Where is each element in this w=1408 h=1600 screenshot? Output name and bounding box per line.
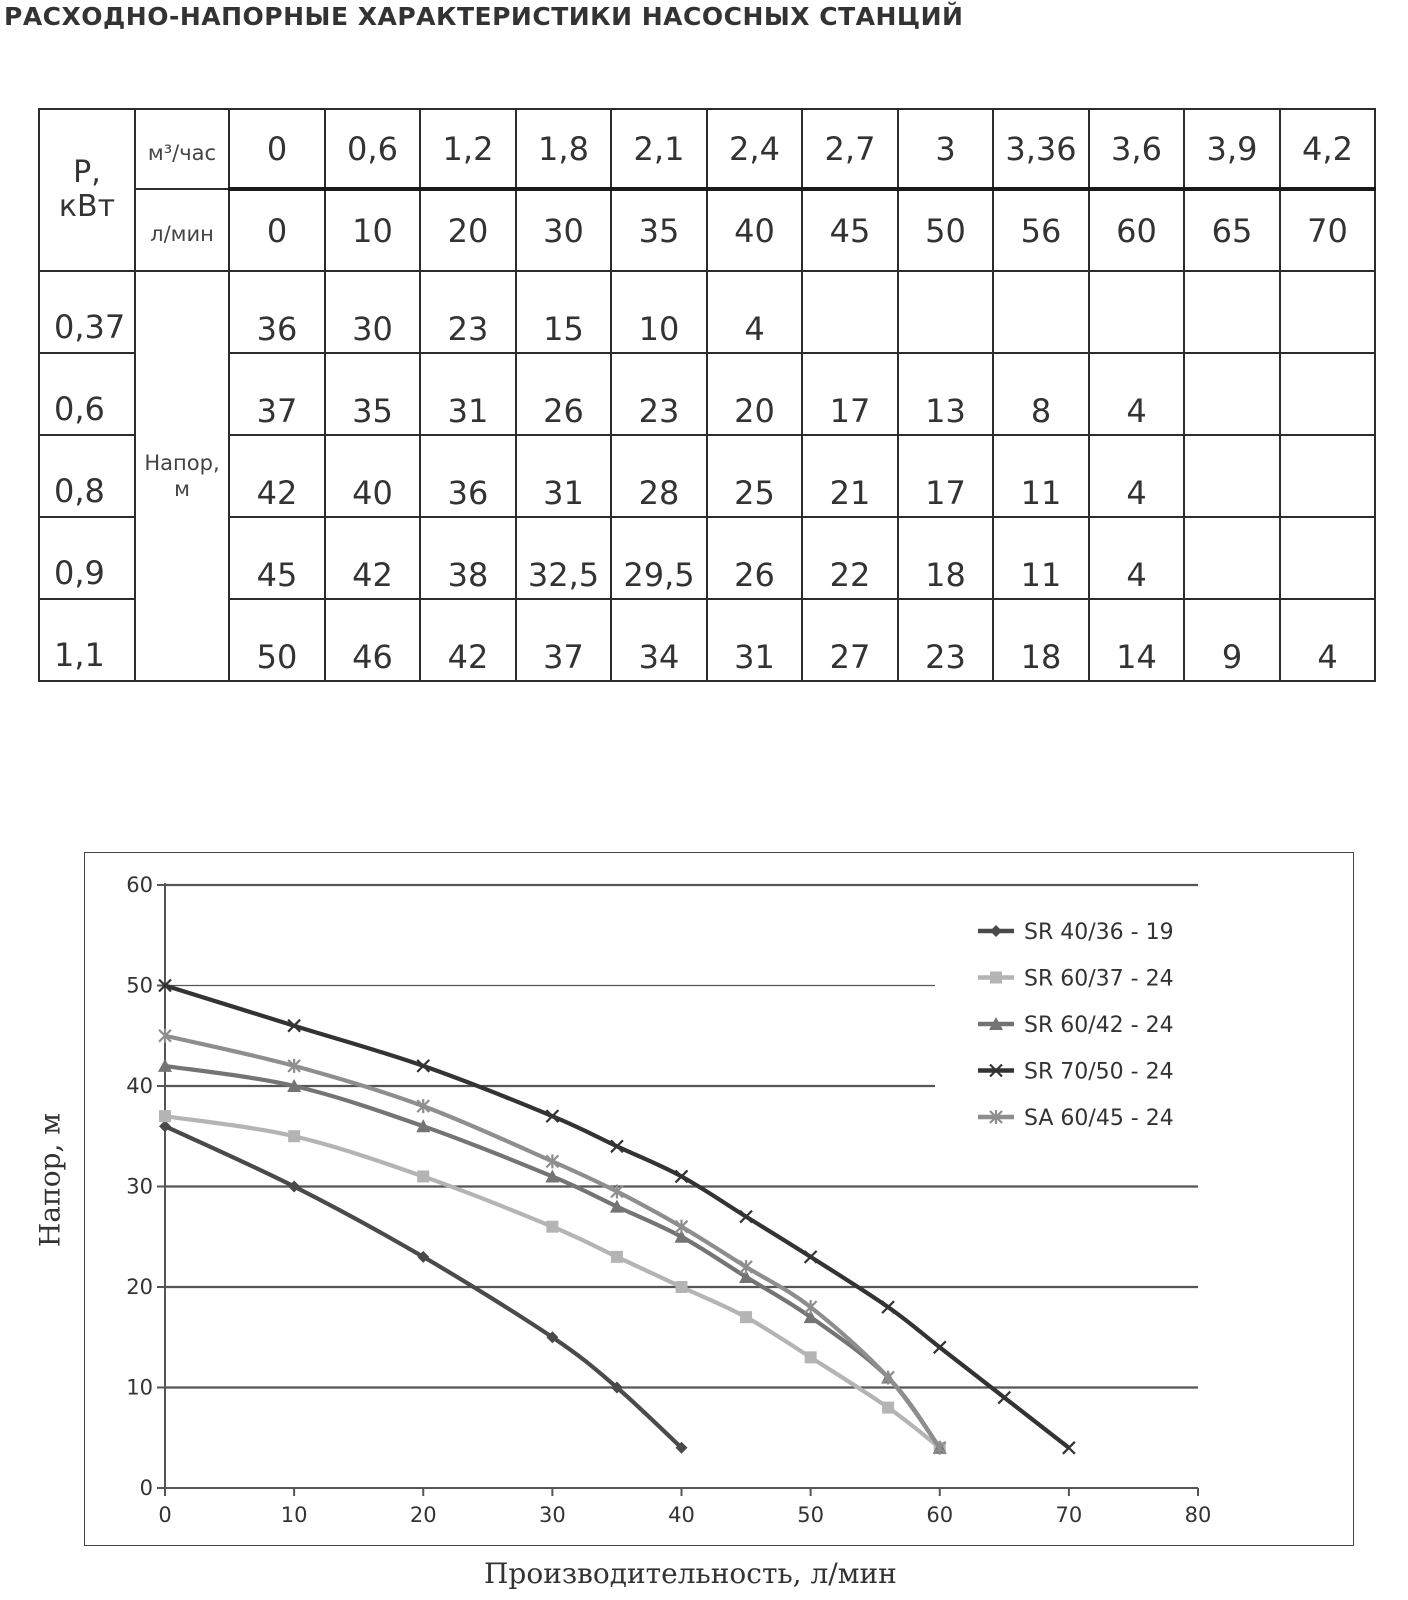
head-value-cell: 34 — [611, 599, 707, 681]
x-tick-label: 20 — [409, 1503, 437, 1527]
head-value-cell: 31 — [516, 435, 611, 517]
flow-m3-header: 0,6 — [325, 109, 420, 189]
data-point — [676, 1220, 688, 1234]
flow-lmin-header: 10 — [325, 189, 420, 271]
head-value-cell: 36 — [420, 435, 516, 517]
power-cell: 0,37 — [39, 271, 135, 353]
head-value-cell: 23 — [898, 599, 993, 681]
flow-lmin-header: 50 — [898, 189, 993, 271]
flow-m3-header: 1,8 — [516, 109, 611, 189]
data-point — [546, 1221, 558, 1233]
head-label: Напор, м — [144, 451, 220, 501]
series-line — [165, 1066, 940, 1448]
data-point — [805, 1351, 817, 1363]
head-value-cell: 4 — [1089, 435, 1184, 517]
head-value-cell: 26 — [516, 353, 611, 435]
head-value-cell: 20 — [707, 353, 802, 435]
flow-lmin-header: 65 — [1184, 189, 1280, 271]
power-cell: 0,9 — [39, 517, 135, 599]
head-value-cell: 42 — [325, 517, 420, 599]
head-value-cell: 26 — [707, 517, 802, 599]
head-value-cell: 29,5 — [611, 517, 707, 599]
head-value-cell: 42 — [420, 599, 516, 681]
data-point — [1063, 1442, 1075, 1454]
head-value-cell: 42 — [229, 435, 325, 517]
head-value-cell: 10 — [611, 271, 707, 353]
flow-m3-header: 2,4 — [707, 109, 802, 189]
data-point — [676, 1281, 688, 1293]
head-value-cell: 11 — [993, 435, 1089, 517]
data-point — [882, 1370, 894, 1384]
head-value-cell: 4 — [1089, 353, 1184, 435]
x-tick-label: 30 — [539, 1503, 566, 1527]
head-value-cell: 27 — [802, 599, 898, 681]
legend-label: SA 60/45 - 24 — [1024, 1106, 1174, 1131]
flow-m3-header: 1,2 — [420, 109, 516, 189]
y-tick-label: 10 — [126, 1375, 153, 1400]
head-value-cell: 46 — [325, 599, 420, 681]
data-point — [934, 1341, 946, 1353]
head-value-cell: 40 — [325, 435, 420, 517]
head-value-cell: 21 — [802, 435, 898, 517]
head-value-cell: 9 — [1184, 599, 1280, 681]
series-line — [165, 1036, 940, 1448]
head-value-cell: 45 — [229, 517, 325, 599]
head-value-cell: 50 — [229, 599, 325, 681]
head-value-cell: 37 — [229, 353, 325, 435]
head-value-cell: 17 — [802, 353, 898, 435]
y-tick-label: 30 — [126, 1174, 153, 1199]
data-point — [288, 1130, 300, 1142]
page-title: РАСХОДНО-НАПОРНЫЕ ХАРАКТЕРИСТИКИ НАСОСНЫХ СТАНЦИЙ — [4, 2, 964, 31]
head-value-cell: 13 — [898, 353, 993, 435]
flow-lmin-header: 0 — [229, 189, 325, 271]
y-axis-title: Напор, м — [33, 1112, 67, 1248]
flow-lmin-header: 30 — [516, 189, 611, 271]
y-tick-label: 0 — [139, 1476, 153, 1500]
data-point — [159, 1110, 171, 1122]
data-point — [882, 1402, 894, 1414]
head-value-cell: 32,5 — [516, 517, 611, 599]
x-tick-label: 50 — [797, 1503, 824, 1527]
flow-m3-header: 2,1 — [611, 109, 707, 189]
flow-m3-header: 3,36 — [993, 109, 1089, 189]
flow-m3-header: 4,2 — [1280, 109, 1375, 189]
data-point — [740, 1211, 752, 1223]
head-value-cell: 4 — [1280, 599, 1375, 681]
head-value-cell: 37 — [516, 599, 611, 681]
flow-m3-header: 3,6 — [1089, 109, 1184, 189]
legend-marker — [990, 972, 1002, 984]
y-tick-label: 50 — [126, 973, 153, 998]
head-value-cell: 23 — [611, 353, 707, 435]
flow-m3-header: 3,9 — [1184, 109, 1280, 189]
y-tick-label: 40 — [126, 1074, 153, 1098]
x-tick-label: 40 — [668, 1503, 695, 1527]
flow-lmin-header: 20 — [420, 189, 516, 271]
power-cell: 0,8 — [39, 435, 135, 517]
head-value-cell: 31 — [420, 353, 516, 435]
data-point — [740, 1260, 752, 1274]
data-point — [611, 1251, 623, 1263]
flow-lmin-header: 45 — [802, 189, 898, 271]
legend-label: SR 60/37 - 24 — [1024, 966, 1174, 992]
data-point — [882, 1301, 894, 1313]
head-value-cell: 4 — [707, 271, 802, 353]
head-value-cell: 22 — [802, 517, 898, 599]
head-value-cell: 4 — [1089, 517, 1184, 599]
legend-marker — [990, 925, 1002, 937]
head-value-cell: 14 — [1089, 599, 1184, 681]
y-tick-label: 20 — [126, 1275, 153, 1299]
data-point — [998, 1392, 1010, 1404]
data-point — [805, 1300, 817, 1314]
flow-lmin-header: 40 — [707, 189, 802, 271]
legend-label: SR 70/50 - 24 — [1024, 1059, 1174, 1085]
flow-m3-header: 3 — [898, 109, 993, 189]
flow-lmin-header: 70 — [1280, 189, 1375, 271]
y-tick-label: 60 — [126, 873, 153, 897]
head-value-cell: 8 — [993, 353, 1089, 435]
data-point — [417, 1170, 429, 1182]
x-tick-label: 10 — [280, 1503, 308, 1527]
unit-lmin-label: л/мин — [150, 222, 214, 246]
flow-lmin-header: 60 — [1089, 189, 1184, 271]
power-cell: 1,1 — [39, 599, 135, 681]
legend-label: SR 40/36 - 19 — [1024, 920, 1174, 945]
x-axis-title: Производительность, л/мин — [484, 1557, 897, 1590]
head-value-cell: 31 — [707, 599, 802, 681]
head-value-cell: 11 — [993, 517, 1089, 599]
head-value-cell: 15 — [516, 271, 611, 353]
head-value-cell: 28 — [611, 435, 707, 517]
x-tick-label: 70 — [1055, 1503, 1083, 1527]
head-value-cell: 18 — [993, 599, 1089, 681]
data-point — [740, 1311, 752, 1323]
data-point — [805, 1251, 817, 1263]
power-cell: 0,6 — [39, 353, 135, 435]
flow-lmin-header: 56 — [993, 189, 1089, 271]
head-value-cell: 35 — [325, 353, 420, 435]
head-value-cell: 23 — [420, 271, 516, 353]
x-tick-label: 0 — [158, 1503, 172, 1527]
head-value-cell: 30 — [325, 271, 420, 353]
unit-m3-label: м³/час — [147, 141, 217, 165]
head-value-cell: 38 — [420, 517, 516, 599]
head-value-cell: 17 — [898, 435, 993, 517]
head-value-cell: 36 — [229, 271, 325, 353]
power-header: Р, кВт — [58, 155, 116, 224]
x-tick-label: 60 — [926, 1503, 954, 1527]
head-value-cell: 25 — [707, 435, 802, 517]
series-line — [165, 986, 1069, 1448]
flow-m3-header: 0 — [229, 109, 325, 189]
x-tick-label: 80 — [1184, 1503, 1212, 1527]
flow-m3-header: 2,7 — [802, 109, 898, 189]
legend-label: SR 60/42 - 24 — [1024, 1013, 1174, 1038]
flow-lmin-header: 35 — [611, 189, 707, 271]
head-value-cell: 18 — [898, 517, 993, 599]
